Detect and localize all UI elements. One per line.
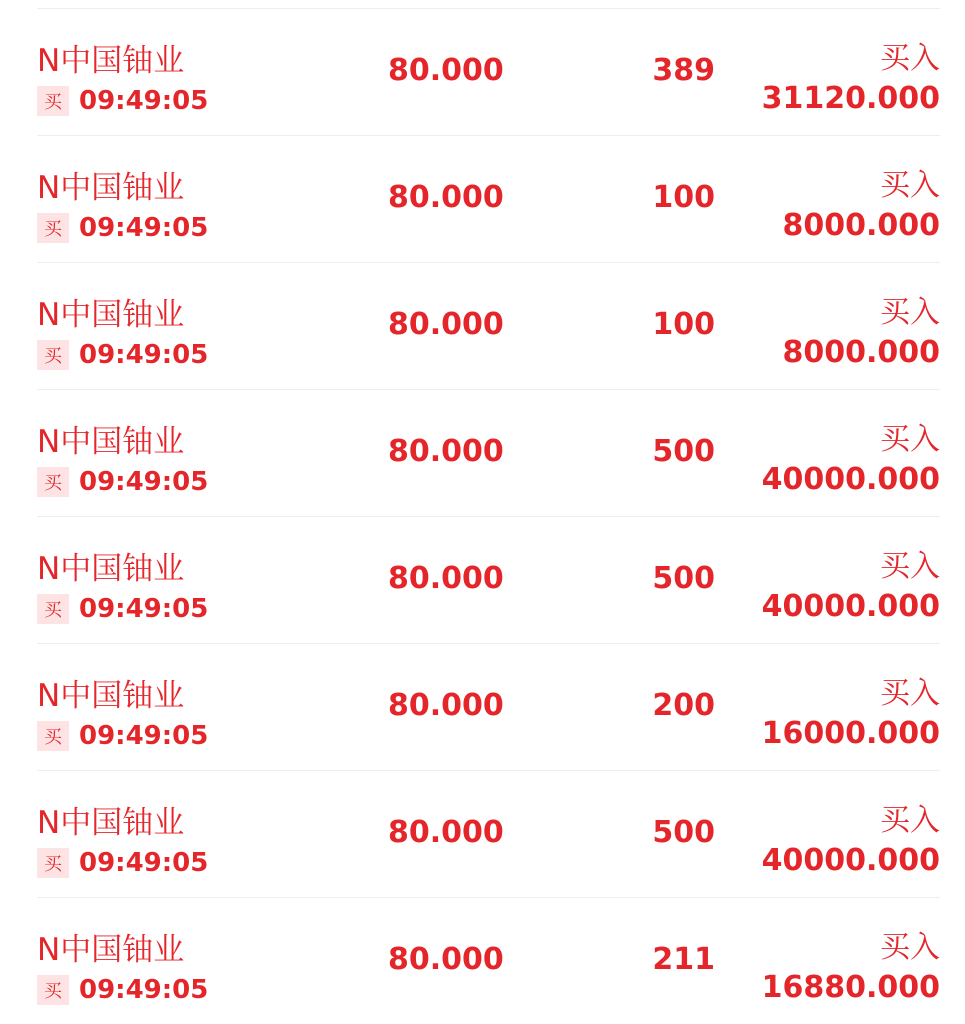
- trade-time: 09:49:05: [79, 594, 209, 624]
- trade-volume: 211: [652, 942, 715, 977]
- trade-time: 09:49:05: [79, 467, 209, 497]
- trade-price: 80.000: [388, 180, 504, 215]
- trade-price: 80.000: [388, 942, 504, 977]
- stock-name: N中国铀业: [37, 424, 185, 460]
- trade-amount: 40000.000: [761, 462, 940, 497]
- stock-name: N中国铀业: [37, 551, 185, 587]
- trade-meta: [37, 212, 208, 244]
- trade-action: 买入: [880, 549, 940, 584]
- trade-volume: 500: [652, 561, 715, 596]
- trade-price: 80.000: [388, 307, 504, 342]
- trade-row[interactable]: [37, 9, 940, 136]
- trade-meta: [37, 85, 208, 117]
- trade-time: 09:49:05: [79, 86, 209, 116]
- buy-side-tag: 买: [37, 213, 69, 243]
- trade-amount: 8000.000: [782, 335, 940, 370]
- trade-meta: [37, 593, 208, 625]
- buy-side-tag: 买: [37, 86, 69, 116]
- trade-meta: [37, 339, 208, 371]
- trade-row[interactable]: [37, 517, 940, 644]
- trade-action: 买入: [880, 803, 940, 838]
- trade-volume: 100: [652, 180, 715, 215]
- trade-price: 80.000: [388, 815, 504, 850]
- trade-amount: 40000.000: [761, 589, 940, 624]
- trade-time: 09:49:05: [79, 213, 209, 243]
- trade-volume: 500: [652, 434, 715, 469]
- trade-volume: 100: [652, 307, 715, 342]
- trade-time: 09:49:05: [79, 721, 209, 751]
- stock-name: N中国铀业: [37, 43, 185, 79]
- trade-meta: [37, 974, 208, 1006]
- stock-name: N中国铀业: [37, 805, 185, 841]
- trade-row[interactable]: [37, 390, 940, 517]
- buy-side-tag: 买: [37, 721, 69, 751]
- trade-list: [37, 8, 940, 1024]
- trade-price: 80.000: [388, 688, 504, 723]
- trade-amount: 16000.000: [761, 716, 940, 751]
- trade-amount: 8000.000: [782, 208, 940, 243]
- stock-name: N中国铀业: [37, 297, 185, 333]
- buy-side-tag: 买: [37, 848, 69, 878]
- trade-row[interactable]: [37, 263, 940, 390]
- trade-time: 09:49:05: [79, 340, 209, 370]
- trade-volume: 200: [652, 688, 715, 723]
- buy-side-tag: 买: [37, 467, 69, 497]
- buy-side-tag: 买: [37, 594, 69, 624]
- trade-action: 买入: [880, 930, 940, 965]
- trade-time: 09:49:05: [79, 975, 209, 1005]
- trade-price: 80.000: [388, 561, 504, 596]
- trade-amount: 40000.000: [761, 843, 940, 878]
- stock-name: N中国铀业: [37, 932, 185, 968]
- trade-amount: 31120.000: [761, 81, 940, 116]
- trade-row[interactable]: [37, 136, 940, 263]
- buy-side-tag: 买: [37, 975, 69, 1005]
- trade-row[interactable]: [37, 771, 940, 898]
- buy-side-tag: 买: [37, 340, 69, 370]
- trade-volume: 389: [652, 53, 715, 88]
- trade-meta: [37, 720, 208, 752]
- trade-action: 买入: [880, 41, 940, 76]
- trade-meta: [37, 466, 208, 498]
- trade-amount: 16880.000: [761, 970, 940, 1005]
- trade-action: 买入: [880, 168, 940, 203]
- trade-time: 09:49:05: [79, 848, 209, 878]
- trade-row[interactable]: [37, 898, 940, 1024]
- trade-row[interactable]: [37, 644, 940, 771]
- trade-action: 买入: [880, 295, 940, 330]
- trade-action: 买入: [880, 676, 940, 711]
- trade-meta: [37, 847, 208, 879]
- trade-action: 买入: [880, 422, 940, 457]
- trade-volume: 500: [652, 815, 715, 850]
- stock-name: N中国铀业: [37, 678, 185, 714]
- trade-price: 80.000: [388, 434, 504, 469]
- trade-price: 80.000: [388, 53, 504, 88]
- stock-name: N中国铀业: [37, 170, 185, 206]
